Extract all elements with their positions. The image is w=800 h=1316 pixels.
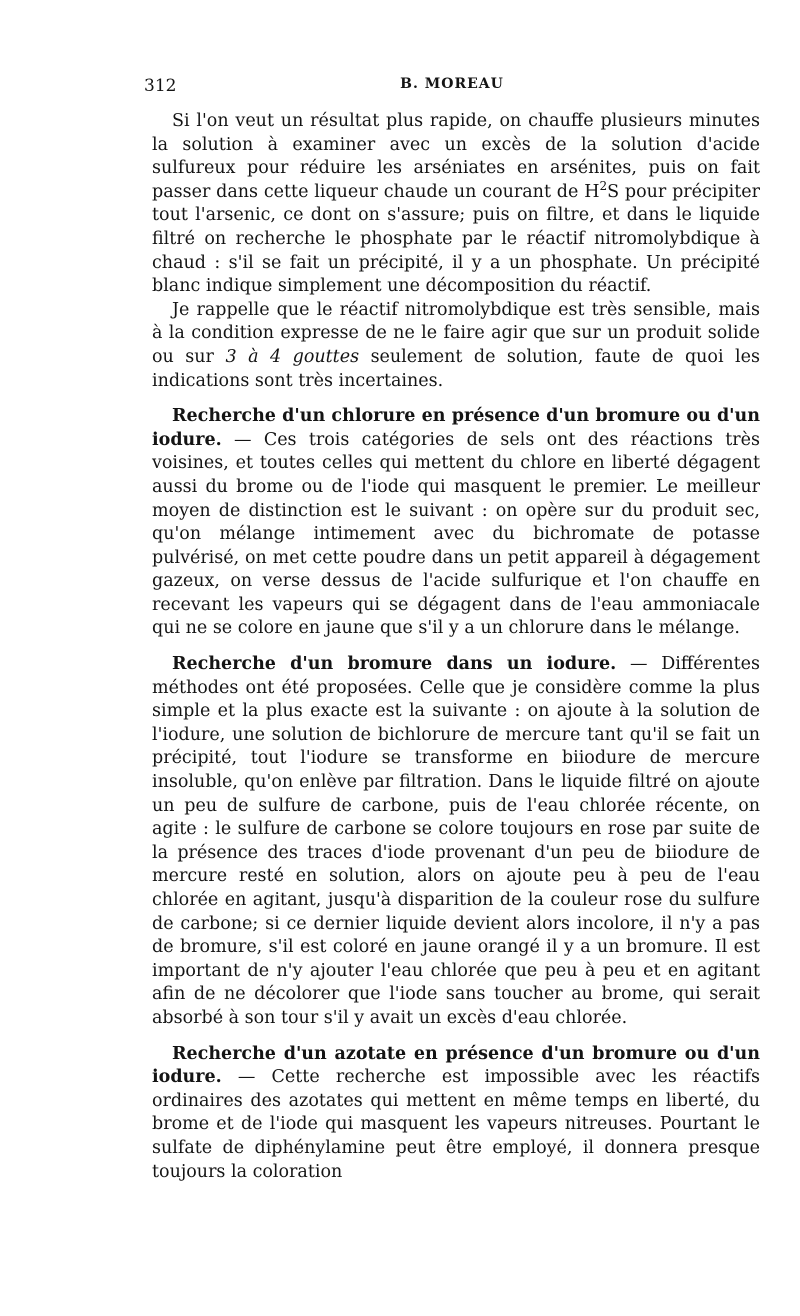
- paragraph-chlorure: [152, 405, 760, 641]
- page-number: 312: [144, 76, 177, 96]
- section-heading: Recherche d'un chlorure en présence d'un bromure ou d'un iodure.: [152, 406, 760, 450]
- paragraph-text: — Cette recherche est impossible avec les réactifs ordinaires des azotates qui mettent en même temps en liberté, du brome et de l'iode qui masquent les vapeurs nitreuses. Pourtant le sulfate de diphénylamine peut être employé, il donnera presque toujours la coloration: [152, 1067, 760, 1182]
- italic-phrase: 3 à 4 gouttes: [225, 346, 360, 367]
- paragraph-text: seulement de solution, faute de quoi les indications sont très incertaines.: [152, 346, 760, 391]
- paragraph-text: — Ces trois catégories de sels ont des réactions très voisines, et toutes celles qui mettent du chlore en liberté dégagent aussi du brome ou de l'iode qui masquent le premier. Le meilleur moyen de distinction est le suivant : on opère sur du produit sec, qu'on mélange intimement avec du bichromate de potasse pulvérisé, on met cette poudre dans un petit appareil à dégagement gazeux, on verse dessus de l'acide sulfurique et l'on chauffe en recevant les vapeurs qui se dégagent dans de l'eau ammoniacale qui ne se colore en jaune que s'il y a un chlorure dans le mélange.: [152, 429, 760, 639]
- running-head: B. MOREAU: [400, 76, 504, 92]
- paragraph-azotate: [152, 1043, 760, 1185]
- body-text: [152, 110, 760, 1184]
- paragraph-bromure: [152, 653, 760, 1031]
- paragraph-text: S pour précipiter tout l'arsenic, ce dont on s'assure; puis on filtre, et dans le liquide filtré on recherche le phosphate par le réactif nitromolybdique à chaud : s'il se fait un précipité, il y a un phosphate. Un précipité blanc indique simplement une décomposition du réactif.: [152, 181, 760, 297]
- paragraph-nitromolybdique: [152, 299, 760, 393]
- page-header: [144, 76, 760, 100]
- formula-superscript: 2: [599, 178, 608, 193]
- paragraph-text: Je rappelle que le réactif nitromolybdique est très sensible, mais à la condition expresse de ne le faire agir que sur un produit solide ou sur: [152, 299, 760, 367]
- paragraph-text: — Différentes méthodes ont été proposées. Celle que je considère comme la plus simple et la plus exacte est la suivante : on ajoute à la solution de l'iodure, une solution de bichlorure de mercure tant qu'il se fait un précipité, tout l'iodure se transforme en biiodure de mercure insoluble, qu'on enlève par filtration. Dans le liquide filtré on ajoute un peu de sulfure de carbone, puis de l'eau chlorée récente, on agite : le sulfure de carbone se colore toujours en rose par suite de la présence des traces d'iode provenant d'un peu de biiodure de mercure resté en solution, alors on ajoute peu à peu de l'eau chlorée en agitant, jusqu'à disparition de la couleur rose du sulfure de carbone; si ce dernier liquide devient alors incolore, il n'y a pas de bromure, s'il est coloré en jaune orangé il y a un bromure. Il est important de n'y ajouter l'eau chlorée que peu à peu et en agitant afin de ne décolorer que l'iode sans toucher au brome, qui serait absorbé à son tour s'il y avait un excès d'eau chlorée.: [152, 654, 761, 1028]
- section-heading: Recherche d'un azotate en présence d'un bromure ou d'un iodure.: [152, 1043, 760, 1088]
- paragraph-arsenic: [152, 110, 760, 299]
- paragraph-text: Si l'on veut un résultat plus rapide, on chauffe plusieurs minutes la solution à examiner avec un excès de la solution d'acide sulfureux pour réduire les arséniates en arsénites, puis on fait passer dans cette liqueur chaude un courant de H: [152, 111, 760, 202]
- section-heading: Recherche d'un bromure dans un iodure.: [172, 654, 617, 675]
